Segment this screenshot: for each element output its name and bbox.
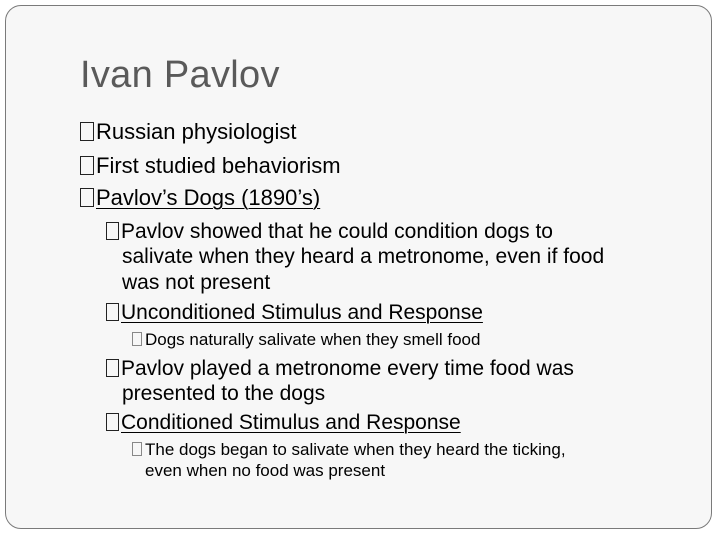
- subsubbullet-dogs-began: [132, 441, 566, 458]
- subbullet-pavlov-played: [106, 357, 574, 379]
- bullet-text: Pavlov showed that he could condition dogs to: [121, 220, 553, 243]
- bullet-first-studied: [80, 154, 341, 177]
- bullet-box-icon: [106, 413, 119, 431]
- subsubbullet-continuation: even when no food was present: [145, 461, 386, 480]
- subbullet-conditioned: [106, 411, 461, 433]
- bullet-text: The dogs began to salivate when they heard the ticking,: [145, 440, 566, 459]
- bullet-text: Russian physiologist: [96, 119, 297, 144]
- subbullet-continuation: was not present: [122, 271, 271, 294]
- bullet-box-icon: [106, 222, 119, 240]
- subbullet-continuation: salivate when they heard a metronome, even if food: [122, 245, 605, 268]
- subsubbullet-dogs-salivate: [132, 331, 480, 348]
- slide-title: Ivan Pavlov: [80, 54, 280, 96]
- bullet-text: First studied behaviorism: [96, 153, 341, 178]
- bullet-box-icon: [80, 122, 94, 141]
- bullet-box-icon: [106, 303, 119, 321]
- bullet-box-icon: [80, 188, 94, 207]
- bullet-text: Dogs naturally salivate when they smell food: [145, 330, 481, 349]
- bullet-russian-physiologist: [80, 120, 297, 143]
- bullet-box-icon: [132, 442, 142, 456]
- bullet-link-text[interactable]: Pavlov’s Dogs (1890’s): [96, 185, 321, 210]
- bullet-text: Pavlov played a metronome every time food was: [121, 357, 574, 380]
- subbullet-continuation: presented to the dogs: [122, 382, 326, 405]
- bullet-box-icon: [106, 359, 119, 377]
- subbullet-unconditioned: [106, 301, 483, 323]
- bullet-box-icon: [80, 156, 94, 175]
- bullet-pavlovs-dogs: [80, 186, 320, 209]
- bullet-link-text[interactable]: Unconditioned Stimulus and Response: [121, 301, 483, 324]
- subbullet-pavlov-showed: [106, 220, 553, 242]
- bullet-box-icon: [132, 332, 142, 346]
- bullet-link-text[interactable]: Conditioned Stimulus and Response: [121, 411, 461, 434]
